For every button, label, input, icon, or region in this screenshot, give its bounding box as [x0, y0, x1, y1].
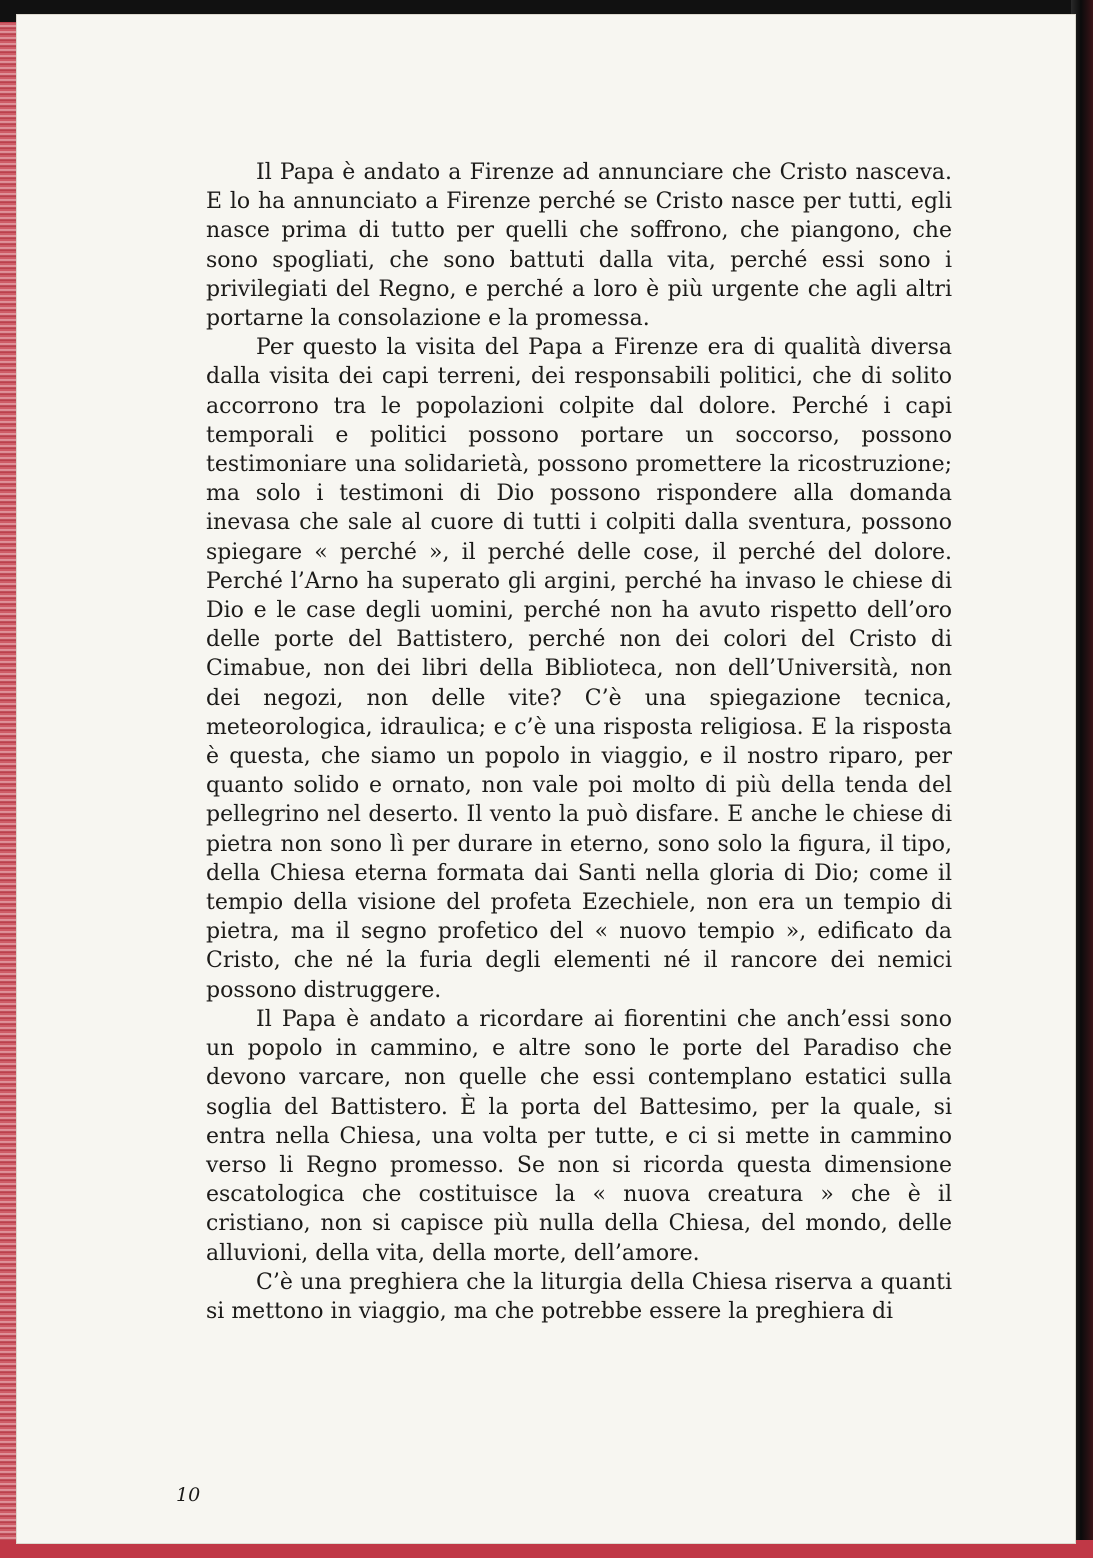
book-page	[16, 14, 1076, 1544]
paragraph: Il Papa è andato a Firenze ad annunciare che Cristo nasceva. E lo ha annunciato a Firenze perché se Cristo nasce per tutti, egli nasce prima di tutto per quelli che soffrono, che piangono, che sono spogliati, che sono battuti dalla vita, perché essi sono i privilegiati del Regno, e perché a loro è più urgente che agli altri portarne la consolazione e la promessa.	[206, 160, 952, 332]
body-text	[206, 158, 952, 1326]
page-number: 10	[176, 1484, 201, 1506]
scan-edge-left	[0, 0, 16, 1558]
paragraph: C’è una preghiera che la liturgia della Chiesa riserva a quanti si mettono in viaggio, ma che potrebbe essere la preghiera di	[206, 1269, 952, 1324]
paragraph: Per questo la visita del Papa a Firenze era di qualità diversa dalla visita dei capi terreni, dei responsabili politici, che di solito accorrono tra le popolazioni colpite dal dolore. Perché i capi temporali e politici possono portare un soccorso, possono testimoniare una solidarietà, possono promettere la ricostruzione; ma solo i testimoni di Dio possono rispondere alla domanda inevasa che sale al cuore di tutti i colpiti dalla sventura, possono spiegare « perché », il perché delle cose, il perché del dolore. Perché l’Arno ha superato gli argini, perché ha invaso le chiese di Dio e le case degli uomini, perché non ha avuto rispetto dell’oro delle porte del Battistero, perché non dei colori del Cristo di Cimabue, non dei libri della Biblioteca, non dell’Università, non dei negozi, non delle vite? C’è una spiegazione tecnica, meteorologica, idraulica; e c’è una risposta religiosa. E la risposta è questa, che siamo un popolo in viaggio, e il nostro riparo, per quanto solido e ornato, non vale poi molto di più della tenda del pellegrino nel deserto. Il vento la può disfare. E anche le chiese di pietra non sono lì per durare in eterno, sono solo la figura, il tipo, della Chiesa eterna formata dai Santi nella gloria di Dio; come il tempio della visione del profeta Ezechiele, non era un tempio di pietra, ma il segno profetico del « nuovo tempio », edificato da Cristo, che né la furia degli elementi né il rancore dei nemici possono distruggere.	[206, 335, 952, 1003]
paragraph: Il Papa è andato a ricordare ai fiorentini che anch’essi sono un popolo in cammino, e altre sono le porte del Paradiso che devono varcare, non quelle che essi contemplano estatici sulla soglia del Battistero. È la porta del Battesimo, per la quale, si entra nella Chiesa, una volta per tutte, e ci si mette in cammino verso li Regno promesso. Se non si ricorda questa dimensione escatologica che costituisce la « nuova creatura » che è il cristiano, non si capisce più nulla della Chiesa, del mondo, delle alluvioni, della vita, della morte, dell’amore.	[206, 1006, 952, 1266]
